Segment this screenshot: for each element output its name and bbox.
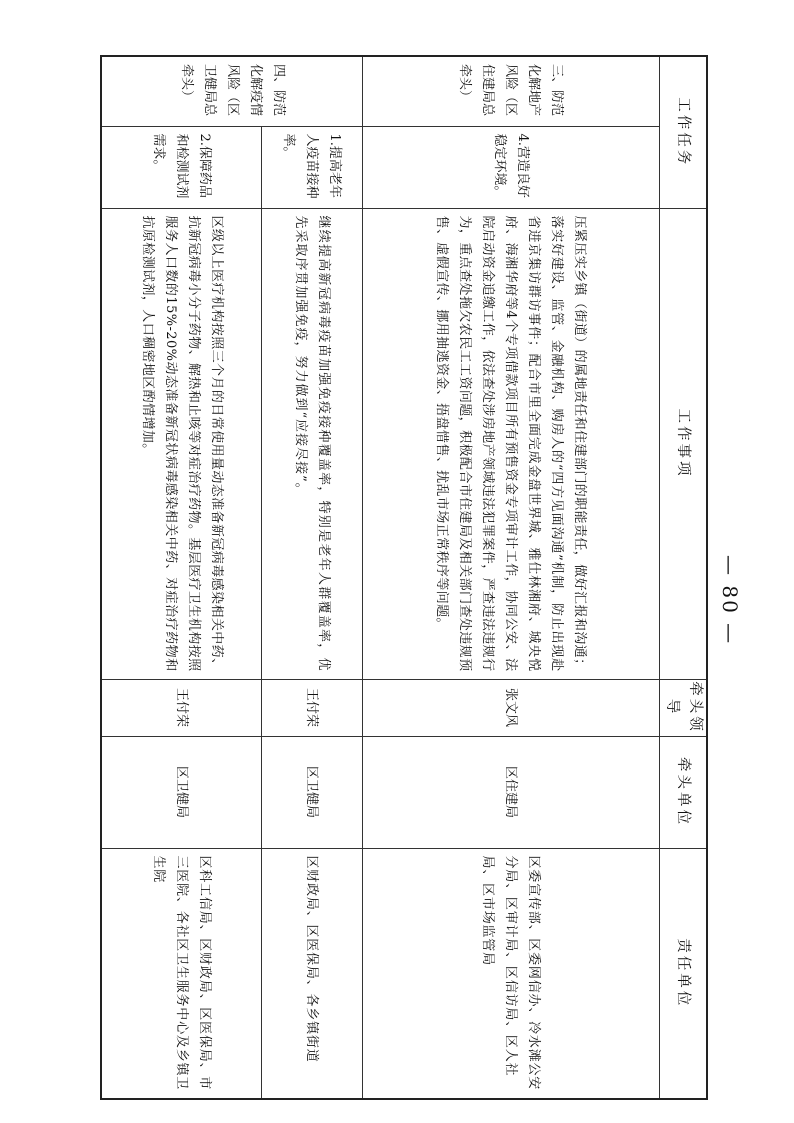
table-header-row	[660, 56, 708, 1099]
category-cell: 四、防范化解疫情风险（区卫健局总牵头）	[102, 56, 363, 126]
item-cell: 压紧压实乡镇（街道）的属地责任和住建部门的职能责任，做好汇报和沟通；落实好建设、监管、金融机构、购房人的“四方见面沟通”机制，防止出现赴省进京集访群访事件；配合市里全面完成金盘世界城、雅仕林湘府、城央悦府、海湘华府等4个专项借款项目所有预售资金专项审计工作，协同公安、法院启动资金追缴工作，依法查处涉房地产领域违法犯罪案件，严查违法违规行为，重点查处拖欠农民工工资问题，积极配合市住建局及相关部门查处违规预售、虚假宣传、挪用抽逃资金、捂盘惜售、扰乱市场正常秩序等问题。	[363, 208, 660, 679]
item-cell: 区级以上医疗机构按照三个月的日常使用量动态准备新冠病毒感染相关中药、抗新冠病毒小分子药物、解热和止咳等对症治疗药物。基层医疗卫生机构按照服务人口数的15%-20%动态准备新冠状病毒感染相关中药、对症治疗药物和抗原检测试剂，人口稠密地区酌情增加。	[102, 208, 262, 679]
header-leader: 牵头领导	[660, 679, 708, 736]
leader-cell: 张文风	[363, 679, 660, 736]
header-items: 工作事项	[660, 208, 708, 679]
header-responsible: 责任单位	[660, 848, 708, 1099]
header-lead-unit: 牵头单位	[660, 736, 708, 848]
responsible-cell: 区财政局、区医保局、各乡镇街道	[262, 848, 363, 1099]
lead-unit-cell: 区卫健局	[262, 736, 363, 848]
task-cell: 2.保障药品和检测试剂需求。	[102, 126, 262, 208]
leader-cell: 王付荣	[262, 679, 363, 736]
category-cell: 三、防范化解地产风险（区住建局总牵头）	[363, 56, 660, 126]
rotated-table-sheet	[108, 55, 708, 1098]
page-number: — 80 —	[718, 554, 742, 646]
table-row	[363, 56, 660, 1099]
table-row	[102, 56, 262, 1099]
responsible-cell: 区科工信局、区财政局、区医保局、市三医院、各社区卫生服务中心及乡镇卫生院	[102, 848, 262, 1099]
lead-unit-cell: 区住建局	[363, 736, 660, 848]
responsible-cell: 区委宣传部、区委网信办、冷水滩公安分局、区审计局、区信访局、区人社局、区市场监管局	[363, 848, 660, 1099]
leader-cell: 王付荣	[102, 679, 262, 736]
item-cell: 继续提高新冠病毒疫苗加强免疫接种覆盖率，特别是老年人群覆盖率，优先采取序贯加强免疫，努力做到“应接尽接”。	[262, 208, 363, 679]
table-wrap	[108, 55, 708, 1098]
table-row	[262, 56, 363, 1099]
header-task: 工作任务	[660, 56, 708, 208]
task-cell: 1.提高老年人疫苗接种率。	[262, 126, 363, 208]
work-task-table	[101, 55, 709, 1100]
task-cell: 4.营造良好稳定环境。	[363, 126, 660, 208]
lead-unit-cell: 区卫健局	[102, 736, 262, 848]
